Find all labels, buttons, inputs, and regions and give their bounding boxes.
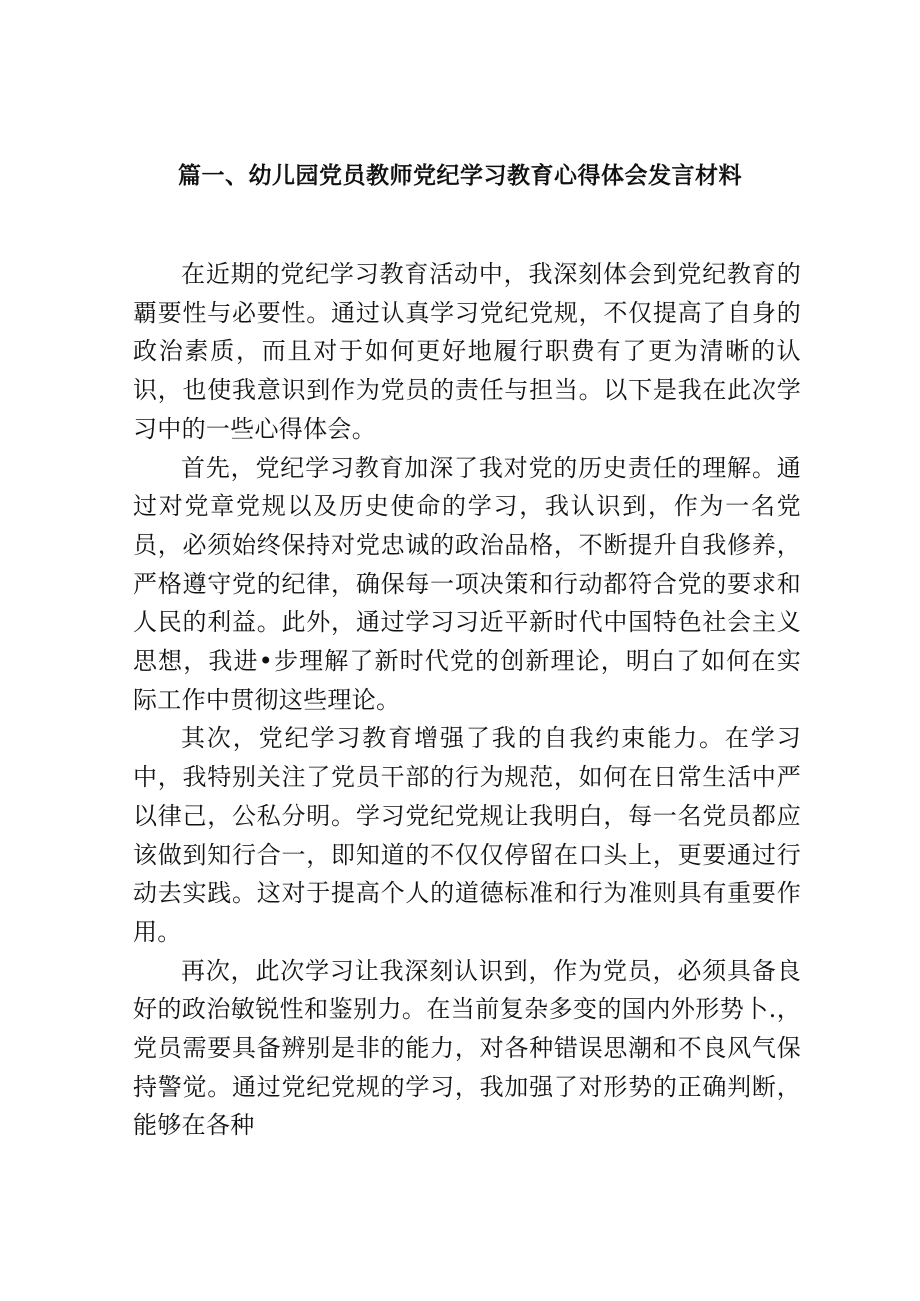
paragraph-first: 首先，党纪学习教育加深了我对党的历史责任的理解。通过对党章党规以及历史使命的学习，我认识到，作为一名党员，必须始终保持对党忠诚的政治品格，不断提升自我修养，严格遵守党的纪律，确保每一项决策和行动都符合党的要求和人民的利益。此外，通过学习习近平新时代中国特色社会主义思想，我进•步理解了新时代党的创新理论，明白了如何在实际工作中贯彻这些理论。 [133, 453, 801, 714]
paragraph-second: 其次，党纪学习教育增强了我的自我约束能力。在学习中，我特别关注了党员干部的行为规范，如何在日常生活中严以律己，公私分明。学习党纪党规让我明白，每一名党员都应该做到知行合一，即知道的不仅仅停留在口头上，更要通过行动去实践。这对于提高个人的道德标准和行为准则具有重要作用。 [133, 724, 801, 946]
paragraph-third: 再次，此次学习让我深刻认识到，作为党员，必须具备良好的政治敏锐性和鉴别力。在当前复杂多变的国内外形势卜.，党员需要具备辨别是非的能力，对各种错误思潮和不良风气保持警觉。通过党纪党规的学习，我加强了对形势的正确判断，能够在各种 [133, 956, 801, 1140]
paragraph-intro: 在近期的党纪学习教育活动中，我深刻体会到党纪教育的覇要性与必要性。通过认真学习党纪党规，不仅提高了自身的政治素质，而且对于如何更好地履行职费有了更为清晰的认识，也使我意识到作为党员的责任与担当。以下是我在此次学习中的一些心得体会。 [133, 260, 801, 443]
document-body [133, 255, 801, 1145]
document-title: 篇一、幼儿园党员教师党纪学习教育心得体会发言材料 [178, 162, 742, 189]
